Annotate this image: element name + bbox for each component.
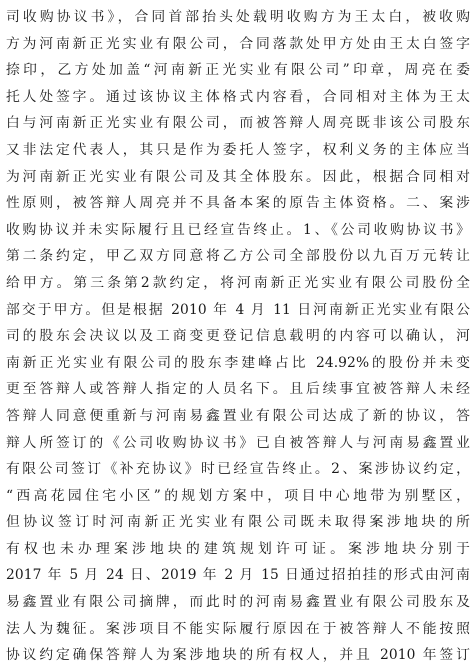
document-body — [6, 4, 470, 669]
text-line: 托人处签字。通过该协议主体格式内容看，合同相对主体为王太 — [6, 88, 470, 105]
text-line: 易鑫置业有限公司摘牌，而此时的河南易鑫置业有限公司股东及 — [6, 594, 470, 611]
text-line: 更至答辩人或答辩人指定的人员名下。且后续事宜被答辩人未经 — [6, 381, 470, 398]
text-line: 为河南新正光实业有限公司及其全体股东。因此，根据合同相对 — [6, 168, 470, 185]
text-line: 但协议签订时河南新正光实业有限公司既未取得案涉地块的所 — [6, 514, 470, 531]
text-line: 南新正光实业有限公司的股东李建峰占比 24.92%的股份并未变 — [6, 354, 470, 371]
text-line: 辩人所签订的《公司收购协议书》已自被答辩人与河南易鑫置业 — [6, 434, 470, 451]
text-line: 司的股东会决议以及工商变更登记信息载明的内容可以确认，河 — [6, 328, 470, 345]
text-line: 协议约定确保答辩人为案涉地块的所有权人，并且 2010 年签订 — [6, 647, 470, 664]
text-line: “西高花园住宅小区”的规划方案中，项目中心地带为别墅区， — [6, 487, 470, 504]
text-line: 司收购协议书》，合同首部抬头处载明收购方为王太白，被收购 — [6, 9, 470, 25]
text-line: 给甲方。第三条第2款约定，将河南新正光实业有限公司股份全 — [6, 274, 470, 291]
text-line: 部交于甲方。但是根据 2010 年 4 月 11 日河南新正光实业有限公 — [6, 301, 470, 318]
text-line: 又非法定代表人，其只是作为委托人签字，权利义务的主体应当 — [6, 141, 470, 158]
text-line: 方为河南新正光实业有限公司，合同落款处甲方处由王太白签字 — [6, 35, 470, 52]
text-line: 第二条约定，甲乙双方同意将乙方公司全部股份以九百万元转让 — [6, 248, 470, 265]
text-line: 法人为魏征。案涉项目不能实际履行原因在于被答辩人不能按照 — [6, 620, 470, 637]
text-line: 答辩人同意便重新与河南易鑫置业有限公司达成了新的协议，答 — [6, 407, 470, 424]
text-line: 性原则，被答辩人周亮并不具备本案的原告主体资格。二、案涉 — [6, 195, 470, 212]
text-line: 有限公司签订《补充协议》时已经宣告终止。2、案涉协议约定， — [6, 461, 470, 478]
text-line: 有权也未办理案涉地块的建筑规划许可证。案涉地块分别于 — [6, 540, 470, 557]
text-line: 白与河南新正光实业有限公司，而被答辩人周亮既非该公司股东 — [6, 115, 470, 132]
text-line: 捺印，乙方处加盖“河南新正光实业有限公司”印章，周亮在委 — [6, 62, 470, 79]
text-line: 收购协议并未实际履行且已经宣告终止。1、《公司收购协议书》 — [6, 221, 470, 238]
text-line: 2017 年 5 月 24 日、2019 年 2 月 15 日通过招拍挂的形式由河南 — [6, 567, 470, 584]
